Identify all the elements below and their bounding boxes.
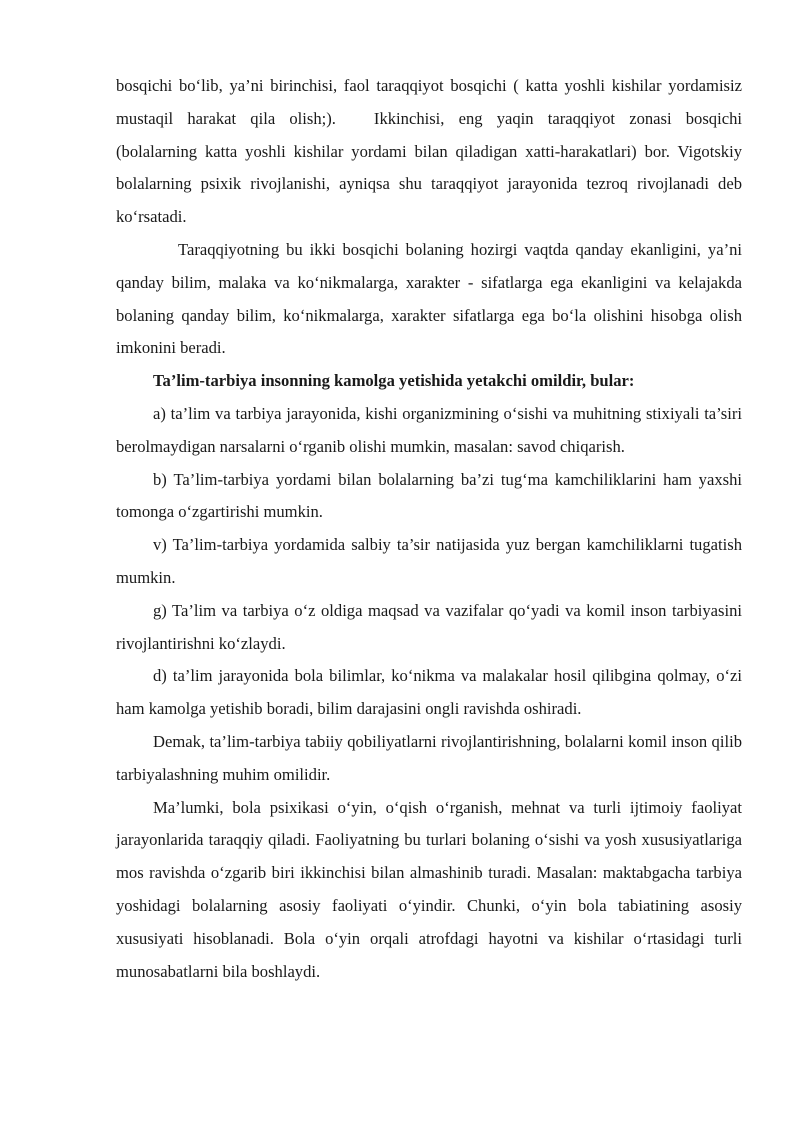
section-heading: Ta’lim-tarbiya insonning kamolga yetishida yetakchi omildir, bular: [153, 371, 635, 391]
list-item-a: a) ta’lim va tarbiya jarayonida, kishi organizmining o‘sishi va muhitning stixiyali ta’siri berolmaydigan narsalarni o‘rganib olishi mumkin, masalan: savod chiqarish. [116, 403, 742, 456]
list-item-d: d) ta’lim jarayonida bola bilimlar, ko‘nikma va malakalar hosil qilibgina qolmay, o‘zi ham kamolga yetishib boradi, bilim darajasini ongli ravishda oshiradi. [116, 666, 742, 719]
list-item-g: g) Ta’lim va tarbiya o‘z oldiga maqsad va vazifalar qo‘yadi va komil inson tarbiyasini rivojlantirishni ko‘zlaydi. [116, 600, 742, 653]
paragraph-activity: Ma’lumki, bola psixikasi o‘yin, o‘qish o‘rganish, mehnat va turli ijtimoiy faoliyat jarayonlarida taraqqiy qiladi. Faoliyatning bu turlari bolaning o‘sishi va yosh xususiyatlariga mos ravishda o‘zgarib biri ikkinchisi bilan almashinib turadi. Masalan: maktabgacha tarbiya yoshidagi bolalarning asosiy faoliyati o‘yindir. Chunki, o‘yin bola tabiatining asosiy xususiyati hisoblanadi. Bola o‘yin orqali atrofdagi hayotni va kishilar o‘rtasidagi turli munosabatlarni bila boshlaydi. [116, 797, 742, 981]
paragraph-stages-part1: bosqichi bo‘lib, ya’ni birinchisi, faol taraqqiyot bosqichi ( katta yoshli kishilar yordamisiz mustaqil harakat qila olish;). [116, 76, 742, 128]
paragraph-two-stages: Taraqqiyotning bu ikki bosqichi bolaning hozirgi vaqtda qanday ekanligini, ya’ni qanday bilim, malaka va ko‘nikmalarga, xarakter - sifatlarga ega ekanligini va kelajakda bolaning qanday bilim, ko‘nikmalarga, xarakter sifatlarga ega bo‘la olishini hisobga olish imkonini beradi. [116, 239, 742, 358]
list-item-v: v) Ta’lim-tarbiya yordamida salbiy ta’sir natijasida yuz bergan kamchiliklarni tugatish mumkin. [116, 535, 742, 587]
paragraph-stages-part2: Ikkinchisi, eng yaqin taraqqiyot zonasi bosqichi (bolalarning katta yoshli kishilar yordami bilan qiladigan xatti-harakatlari) bor. Vigotskiy bolalarning psixik rivojlanishi, ayniqsa shu taraqqiyot jarayonida tezroq rivojlanadi deb ko‘rsatadi. [116, 108, 742, 227]
list-item-b: b) Ta’lim-tarbiya yordami bilan bolalarning ba’zi tug‘ma kamchiliklarini ham yaxshi tomonga o‘zgartirishi mumkin. [116, 469, 742, 522]
paragraph-stages [116, 70, 742, 234]
document-page [116, 70, 742, 988]
paragraph-conclusion: Demak, ta’lim-tarbiya tabiiy qobiliyatlarni rivojlantirishning, bolalarni komil inson qilib tarbiyalashning muhim omilidir. [116, 731, 742, 784]
